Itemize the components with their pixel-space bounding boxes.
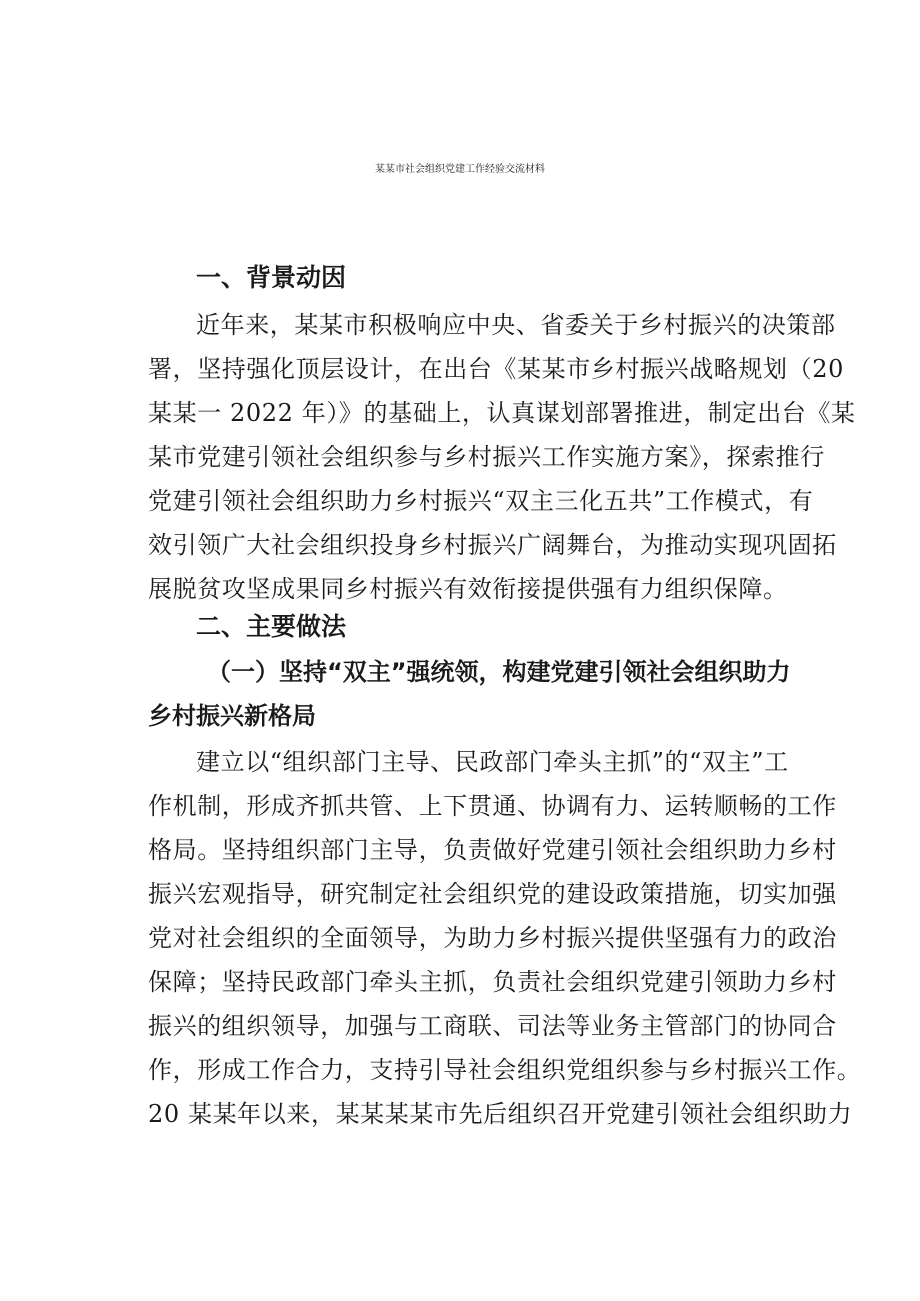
- paragraph-line: 某市党建引领社会组织参与乡村振兴工作实施方案》，探索推行: [148, 443, 825, 471]
- paragraph-line: 展脱贫攻坚成果同乡村振兴有效衔接提供强有力组织保障。: [148, 575, 788, 603]
- paragraph-line: 格局。坚持组织部门主导，负责做好党建引领社会组织助力乡村: [148, 836, 837, 864]
- paragraph-line: 党建引领社会组织助力乡村振兴“双主三化五共”工作模式，有: [148, 487, 814, 515]
- subsection-heading: （一）坚持“双主”强统领，构建党建引领社会组织助力: [207, 658, 791, 686]
- paragraph-line: 振兴宏观指导，研究制定社会组织党的建设政策措施，切实加强: [148, 880, 837, 908]
- paragraph-line: 20 某某年以来，某某某某市先后组织召开党建引领社会组织助力: [148, 1100, 853, 1128]
- section-heading-practices: 二、主要做法: [196, 612, 347, 641]
- paragraph-line: 效引领广大社会组织投身乡村振兴广阔舞台，为推动实现巩固拓: [148, 531, 837, 559]
- paragraph-line: 作，形成工作合力，支持引导社会组织党组织参与乡村振兴工作。: [148, 1056, 862, 1084]
- paragraph-line: 保障；坚持民政部门牵头主抓，负责社会组织党建引领助力乡村: [148, 968, 837, 996]
- paragraph-line: 作机制，形成齐抓共管、上下贯通、协调有力、运转顺畅的工作: [148, 792, 837, 820]
- paragraph-line: 某某一 2022 年）》的基础上，认真谋划部署推进，制定出台《某: [148, 399, 856, 427]
- document-title: 某某市社会组织党建工作经验交流材料: [375, 164, 545, 175]
- paragraph-line: 署，坚持强化顶层设计，在出台《某某市乡村振兴战略规划（20: [148, 355, 844, 383]
- section-heading-background: 一、背景动因: [196, 263, 347, 292]
- paragraph-line: 振兴的组织领导，加强与工商联、司法等业务主管部门的协同合: [148, 1012, 837, 1040]
- paragraph-line: 建立以“组织部门主导、民政部门牵头主抓”的“双主”工: [196, 748, 789, 776]
- paragraph-line: 党对社会组织的全面领导，为助力乡村振兴提供坚强有力的政治: [148, 924, 837, 952]
- subsection-heading-continued: 乡村振兴新格局: [148, 702, 316, 730]
- paragraph-line: 近年来，某某市积极响应中央、省委关于乡村振兴的决策部: [196, 311, 836, 339]
